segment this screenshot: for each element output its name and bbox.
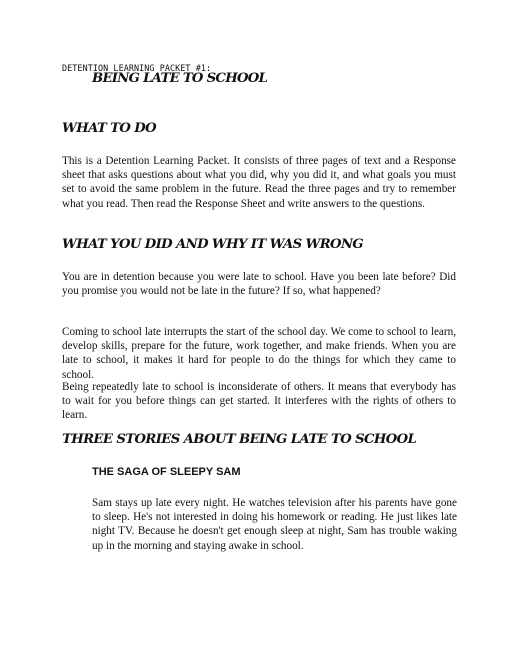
packet-title: BEING LATE TO SCHOOL — [92, 71, 268, 86]
what-you-did-paragraph-3: Being repeatedly late to school is inconsiderate of others. It means that everybody has to wait for you before things can get started. It interferes with the rights of others to learn. — [62, 381, 456, 422]
story-title: THE SAGA OF SLEEPY SAM — [92, 466, 241, 478]
packet-label: DETENTION LEARNING PACKET #1: — [62, 63, 212, 73]
section-heading-what-you-did: WHAT YOU DID AND WHY IT WAS WRONG — [62, 237, 364, 252]
section-heading-what-to-do: WHAT TO DO — [62, 121, 157, 136]
section-heading-three-stories: THREE STORIES ABOUT BEING LATE TO SCHOOL — [62, 432, 417, 447]
what-to-do-paragraph: This is a Detention Learning Packet. It consists of three pages of text and a Response sheet that asks questions about what you did, why you did it, and what goals you must set to avoid the same problem in the future. Read the three pages and try to remember what you read. Then read the Response Sheet and write answers to the questions. — [62, 155, 456, 210]
what-you-did-paragraph-1: You are in detention because you were late to school. Have you been late before? Did you promise you would not be late in the future? If so, what happened? — [62, 271, 456, 298]
what-you-did-paragraph-2: Coming to school late interrupts the start of the school day. We come to school to learn, develop skills, prepare for the future, work together, and make friends. When you are late to school, it makes it hard for people to do the things for which they came to school. — [62, 326, 456, 381]
story-paragraph: Sam stays up late every night. He watches television after his parents have gone to sleep. He's not interested in doing his homework or reading. He just likes late night TV. Because he doesn't get enough sleep at night, Sam has trouble waking up in the morning and staying awake in school. — [92, 497, 457, 552]
